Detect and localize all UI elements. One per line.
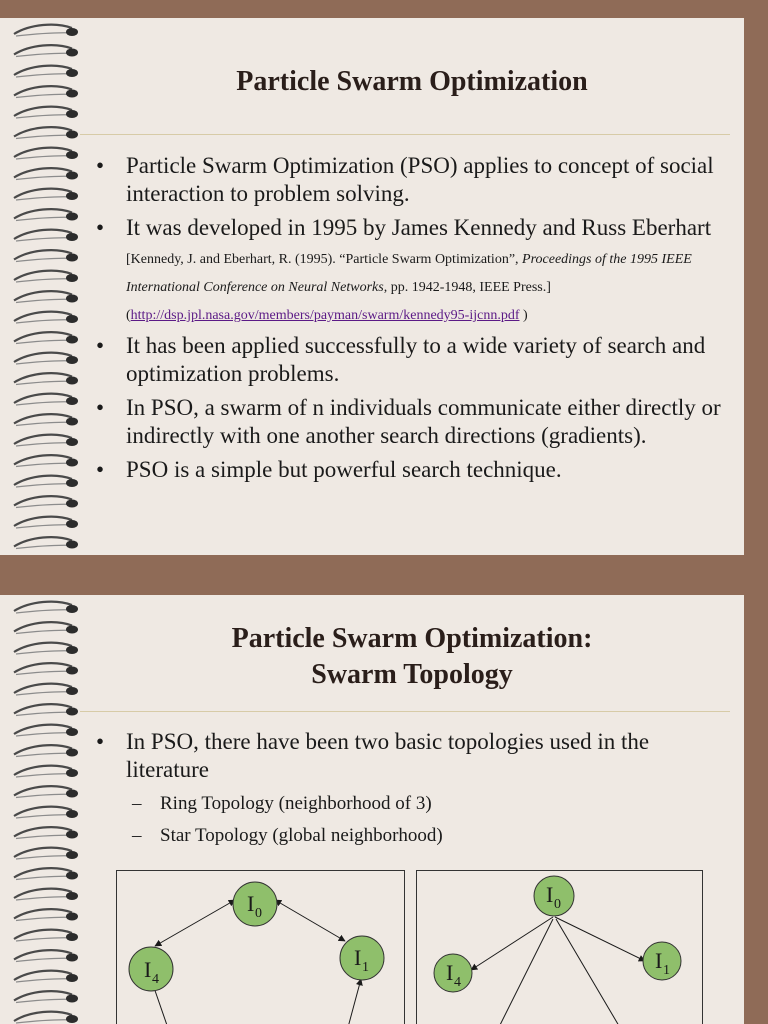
dash-glyph: – — [132, 793, 142, 814]
ring-topology-diagram — [116, 870, 405, 1024]
ring-node-0-letter: I — [247, 891, 255, 916]
bullet-item — [96, 152, 726, 208]
sub-text: Ring Topology (neighborhood of 3) — [160, 793, 432, 814]
bullet-glyph: • — [96, 457, 105, 482]
ring-node-1-letter: I — [354, 945, 362, 970]
citation-venue: Proceedings of the 1995 IEEE International Conference on Neural Networks — [126, 252, 692, 295]
ring-node-4 — [129, 947, 173, 991]
star-node-0-letter: I — [546, 882, 554, 907]
bullet-text: PSO is a simple but powerful search technique. — [126, 457, 562, 482]
bullet-item — [96, 728, 726, 848]
bullet-list — [96, 152, 726, 490]
ring-node-4-letter: I — [144, 957, 152, 982]
star-node-4-index: 4 — [454, 975, 461, 990]
bullet-text: It was developed in 1995 by James Kennedy and Russ Eberhart — [126, 215, 712, 240]
star-node-4 — [434, 954, 472, 992]
spiral-binding-icon — [0, 18, 90, 555]
title-divider — [80, 134, 730, 135]
citation-link[interactable]: http://dsp.jpl.nasa.gov/members/payman/swarm/kennedy95-ijcnn.pdf — [130, 308, 520, 323]
star-node-0 — [534, 876, 574, 916]
star-edge — [556, 919, 622, 1024]
ring-edge — [155, 900, 235, 946]
bullet-text: It has been applied successfully to a wide variety of search and optimization problems. — [126, 333, 706, 386]
slide-1 — [0, 18, 744, 555]
title-divider — [80, 711, 730, 712]
bullet-text: Particle Swarm Optimization (PSO) applies to concept of social interaction to problem solving. — [126, 153, 714, 206]
bullet-glyph: • — [96, 153, 105, 178]
citation-paren-open: ( — [126, 308, 131, 323]
ring-node-0 — [233, 882, 277, 926]
star-node-4-letter: I — [446, 960, 454, 985]
ring-edge — [275, 900, 345, 941]
citation-paren-close: ) — [519, 308, 528, 323]
spiral-binding-icon — [0, 595, 90, 1024]
ring-node-1-index: 1 — [362, 960, 369, 975]
star-node-1-index: 1 — [663, 963, 670, 978]
sub-item — [126, 824, 726, 848]
star-node-1-letter: I — [655, 948, 663, 973]
bullet-item — [96, 214, 726, 326]
bullet-text: In PSO, there have been two basic topologies used in the literature — [126, 729, 650, 782]
bullet-glyph: • — [96, 729, 105, 754]
sub-text: Star Topology (global neighborhood) — [160, 825, 443, 846]
slide-title — [80, 621, 744, 693]
bullet-item — [96, 456, 726, 484]
ring-edge — [347, 979, 361, 1024]
sub-item — [126, 792, 726, 816]
slide-title: Particle Swarm Optimization — [236, 66, 588, 97]
citation — [126, 252, 692, 323]
bullet-glyph: • — [96, 215, 105, 240]
star-node-0-index: 0 — [554, 897, 561, 912]
star-node-1 — [643, 942, 681, 980]
bullet-glyph: • — [96, 333, 105, 358]
sub-list — [126, 792, 726, 848]
slide-title-line-1: Particle Swarm Optimization: — [231, 623, 593, 654]
ring-node-1 — [340, 936, 384, 980]
bullet-item — [96, 394, 726, 450]
bullet-text: In PSO, a swarm of n individuals communicate either directly or indirectly with one another search directions (gradients). — [126, 395, 721, 448]
bullet-list — [96, 728, 726, 856]
citation-pages: , pp. 1942-1948, IEEE Press.] — [383, 280, 551, 295]
star-topology-graph — [417, 871, 702, 1024]
dash-glyph: – — [132, 825, 142, 846]
star-edge — [555, 917, 645, 961]
bullet-item — [96, 332, 726, 388]
ring-topology-graph — [117, 871, 404, 1024]
star-topology-diagram — [416, 870, 703, 1024]
citation-authors: [Kennedy, J. and Eberhart, R. (1995). “Particle Swarm Optimization”, — [126, 252, 519, 267]
ring-node-4-index: 4 — [152, 972, 159, 987]
bullet-glyph: • — [96, 395, 105, 420]
slide-title-line-2: Swarm Topology — [311, 659, 513, 690]
slide-2 — [0, 595, 744, 1024]
ring-node-0-index: 0 — [255, 906, 262, 921]
